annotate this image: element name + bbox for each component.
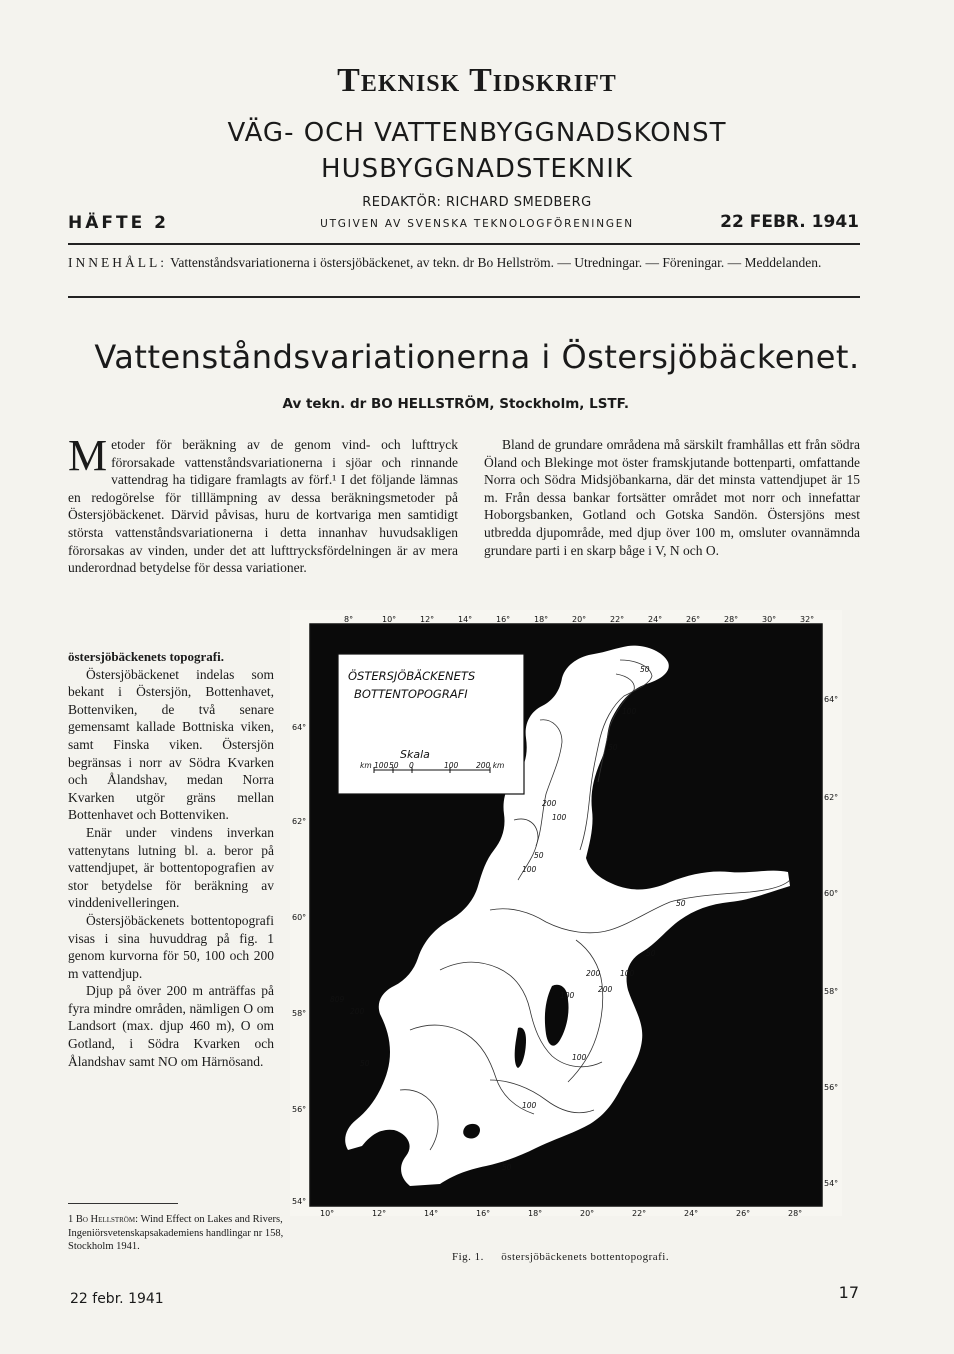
lat-left-label: 64° [292, 723, 307, 732]
lat-right-label: 56° [824, 1083, 839, 1092]
depth-label: 100 [552, 813, 567, 822]
lat-right-label: 64° [824, 695, 839, 704]
lon-top-label: 16° [496, 615, 511, 624]
scale-tick-1: km 100 [360, 761, 389, 770]
lon-bottom-label: 28° [788, 1209, 803, 1216]
paragraph-2: Enär under vindens inverkan vattenytans lutning bl. a. beror på vattendjupet, är bottentopografien av stor betydelse för beräkning av vinddenivelleringen. [68, 824, 274, 911]
lon-bottom-label: 26° [736, 1209, 751, 1216]
issue-date: 22 FEBR. 1941 [720, 212, 859, 232]
lon-top-label: 12° [420, 615, 435, 624]
lon-top-label: 18° [534, 615, 549, 624]
lon-top-label: 24° [648, 615, 663, 624]
section-heading: östersjöbäckenets topografi. [68, 649, 224, 664]
article-left-column [68, 648, 274, 1070]
paragraph-4: Djup på över 200 m anträffas på fyra mindre områden, nämligen O om Landsort (max. djup 460 m), O om Gotland, i Södra Kvarken och Ålandshav samt NO om Härnösand. [68, 983, 274, 1069]
depth-label: 100 [522, 1101, 537, 1110]
depth-label: 100 [522, 865, 537, 874]
depth-label: 100 [622, 707, 637, 716]
intro-text: etoder för beräkning av de genom vind- och lufttryck förorsakade vattenståndsvariationerna i sjöar och rinnande vattendrag ha tidigare framlagts av förf.¹ I det följande lämnas en redogörelse för tilllämpning av dessa beräkningsmetoder på Östersjöbäckenet. Därvid påvisas, huru de kortvariga men samtidigt största vattenståndsvariationerna i detta innanhav huvudsakligen förorsakas av vinden, under det att lufttrycksfördelningen är av mera underordnad betydelse för dessa variationer. [68, 437, 458, 576]
lat-left-label: 60° [292, 913, 307, 922]
journal-subtitle-2: HUSBYGGNADSTEKNIK [321, 154, 633, 184]
depth-label: 200 [586, 969, 601, 978]
drop-cap: M [68, 431, 108, 480]
journal-subtitle-1: VÄG- OCH VATTENBYGGNADSKONST [227, 118, 727, 148]
depth-label: 100 [560, 991, 575, 1000]
lon-top-label: 26° [686, 615, 701, 624]
figure-tag: Fig. 1. [452, 1251, 484, 1263]
lon-bottom-label: 20° [580, 1209, 595, 1216]
lon-top-label: 30° [762, 615, 777, 624]
lon-top-label: 28° [724, 615, 739, 624]
footnote-rule [68, 1203, 178, 1204]
depth-label: 200 [598, 985, 613, 994]
table-of-contents [68, 253, 860, 272]
lon-bottom-label: 18° [528, 1209, 543, 1216]
lat-right-label: 54° [824, 1179, 839, 1188]
paragraph-3: Östersjöbäckenets bottentopografi visas i sina huvuddrag på fig. 1 genom kurvorna för 50, 100 och 200 m vattendjup. [68, 912, 274, 981]
scale-tick-3: 0 [409, 761, 414, 770]
baltic-map [290, 610, 842, 1216]
scale-tick-4: 100 [444, 761, 459, 770]
lon-bottom-label: 12° [372, 1209, 387, 1216]
article-right-paragraph [484, 436, 860, 559]
footnote-author: Bo Hellström: [75, 1214, 139, 1225]
lat-left-label: 58° [292, 1009, 307, 1018]
map-title-line-1: ÖSTERSJÖBÄCKENETS [348, 669, 476, 683]
editor-line: REDAKTÖR: RICHARD SMEDBERG [362, 195, 592, 210]
depth-label: 50 [534, 851, 544, 860]
depth-label: 50 [640, 665, 650, 674]
figure-caption-text: östersjöbäckenets bottentopografi. [501, 1251, 670, 1263]
contents-label: INNEHÅLL: [68, 255, 167, 270]
lat-right-label: 62° [824, 793, 839, 802]
depth-label: 50 [646, 949, 656, 958]
article-title: Vattenståndsvariationerna i Östersjöbäckenet. [94, 338, 860, 376]
lon-top-label: 10° [382, 615, 397, 624]
depth-label: 100 [572, 1053, 587, 1062]
lon-top-label: 8° [344, 615, 354, 624]
article-intro [68, 431, 458, 577]
footnote-marker: 1 [68, 1214, 74, 1225]
article-byline: Av tekn. dr BO HELLSTRÖM, Stockholm, LSTF. [282, 396, 629, 412]
depth-label: 200 [350, 1007, 365, 1016]
lon-bottom-label: 14° [424, 1209, 439, 1216]
baltic-map-figure [290, 610, 842, 1216]
map-title-line-2: BOTTENTOPOGRAFI [354, 687, 468, 701]
journal-title: Teknisk Tidskrift [337, 62, 617, 99]
footnote-text: Wind Effect on Lakes and Rivers, Ingeniörsvetenskapsakademiens handlingar nr 158, Stockholm 1941. [68, 1214, 284, 1252]
lon-bottom-label: 24° [684, 1209, 699, 1216]
lat-left-label: 62° [292, 817, 307, 826]
contents-text: Vattenståndsvariationerna i östersjöbäckenet, av tekn. dr Bo Hellström. — Utredningar. — Föreningar. — Meddelanden. [170, 255, 822, 270]
depth-label: 50 [502, 1163, 512, 1172]
paragraph-1: Östersjöbäckenet indelas som bekant i Östersjön, Bottenhavet, Bottenviken, de två senare gemensamt kallade Bottniska viken, samt Finska viken. Östersjön begränsas i norr av Södra Kvarken och Ålandshav, medan Norra Kvarken utgör gräns mellan Bottenhavet och Bottenviken. [68, 666, 274, 823]
lon-bottom-label: 22° [632, 1209, 647, 1216]
depth-label: 200 [542, 799, 557, 808]
page-number: 17 [838, 1283, 859, 1302]
footnote [68, 1213, 288, 1254]
publisher-line: UTGIVEN AV SVENSKA TEKNOLOGFÖRENINGEN [320, 218, 634, 230]
lon-bottom-label: 10° [320, 1209, 335, 1216]
lon-top-label: 22° [610, 615, 625, 624]
depth-label: 50 [608, 743, 618, 752]
depth-label: 50 [360, 1059, 370, 1068]
lon-bottom-label: 16° [476, 1209, 491, 1216]
depth-label: 100 [620, 969, 635, 978]
footer-date: 22 febr. 1941 [70, 1291, 164, 1307]
lat-left-label: 56° [292, 1105, 307, 1114]
scale-tick-2: 50 [389, 761, 399, 770]
lat-right-label: 58° [824, 987, 839, 996]
figure-caption [452, 1251, 669, 1263]
lat-left-label: 54° [292, 1197, 307, 1206]
lon-top-label: 32° [800, 615, 815, 624]
map-scale-label: Skala [400, 748, 430, 761]
right-paragraph-text: Bland de grundare områdena må särskilt framhållas ett från södra Öland och Blekinge mot öster framskjutande bottenparti, omfattande Norra och Södra Midsjöbankarna, där det minsta vattendjupet är 15 m. Från dessa bankar fortsätter området mot norr och innefattar Hoborgsbanken, Gotland och Gotska Sandön. Östersjöns mest utbredda djupområde, med djup över 100 m, omsluter ovannämnda grundare parti i en skarp båge i V, N och O. [484, 437, 860, 558]
scale-tick-5: 200 km [476, 761, 505, 770]
depth-label: 50 [676, 899, 686, 908]
masthead-rule-bottom [68, 296, 860, 298]
lat-right-label: 60° [824, 889, 839, 898]
masthead-rule-top [68, 243, 860, 245]
lon-top-label: 14° [458, 615, 473, 624]
depth-label: 809 [330, 995, 345, 1004]
issue-number: HÄFTE 2 [68, 213, 169, 233]
lon-top-label: 20° [572, 615, 587, 624]
